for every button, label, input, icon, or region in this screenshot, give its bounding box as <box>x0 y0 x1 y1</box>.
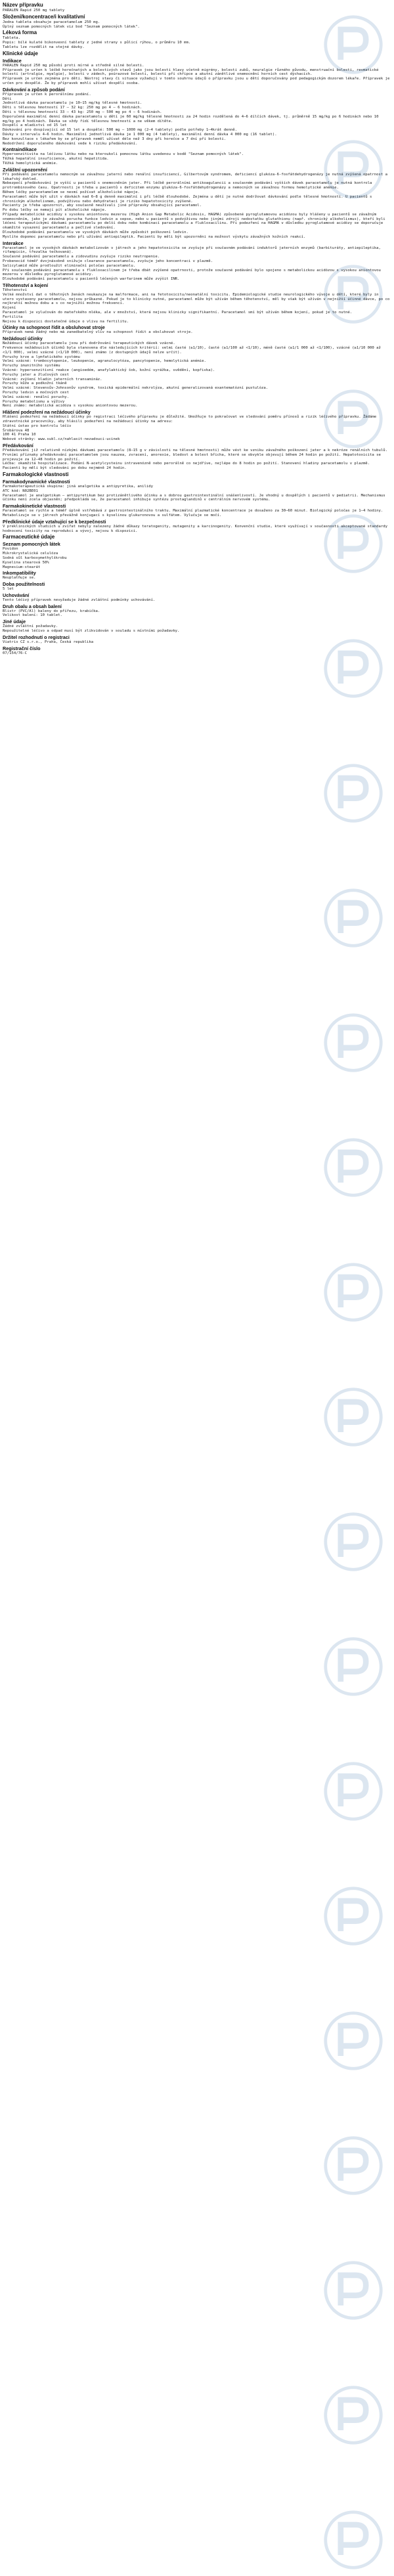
watermark-logo <box>322 2259 385 2322</box>
paragraph: Šrobárova 48 <box>3 428 30 433</box>
paragraph: Přípravek nemá žádný nebo má zanedbatelný vliv na schopnost řídit a obsluhovat stroje. <box>3 330 193 335</box>
paragraph: Webové stránky: www.sukl.cz/nahlasit-nezadouci-ucinek <box>3 437 120 442</box>
paragraph: Jedna tableta obsahuje paracetamolum 250 mg. <box>3 20 100 24</box>
paragraph: Paracetamol může být užit v dávkách nad 6–8 g denně maximální i při léčbě dlouhodobé. Zejména u dětí je nutné dodržovat dávkování podle tělesné hmotnosti. U pacientů s chronickým alkoholismem, podvýživou nebo dehydratací je riziko hepatotoxicity zvýšené. <box>3 194 372 204</box>
section-heading: Předávkování <box>3 442 33 448</box>
paragraph: Dospělí a mladiství od 15 let <box>3 123 67 128</box>
paragraph: Frekvence nežádoucích účinků byla stanovena dle následujících kritérií: velmi časté (≥1/10), časté (≥1/100 až <1/10), méně časté (≥1/1 000 až <1/100), vzácné (≥1/10 000 až <1/1 000), velmi vzácné (<1/10 000), není známo (z dostupných údajů nelze určit). <box>3 346 381 355</box>
paragraph: Blistr (PVC/Al) baleny do přířezu, krabička. <box>3 609 100 613</box>
paragraph: Těhotenství <box>3 288 28 293</box>
section-heading: Farmakokinetické vlastnosti <box>3 503 66 510</box>
section-heading: Inkompatibility <box>3 570 36 577</box>
paragraph: Velmi vzácné: Stevensův-Johnsonův syndrom, toxická epidermální nekrolýza, akutní generalizovaná exantematózní pustulóza. <box>3 386 269 391</box>
paragraph: Doporučená maximální denní dávka paracetamolu u dětí je 60 mg/kg tělesné hmotnosti za 24 hodin rozdělená do 4–6 dílčích dávek, tj. průměrně 15 mg/kg po 6 hodinách nebo 10 mg/kg po 4 hodinách. Dávka se vždy řídí tělesnou hmotností a ne věkem dítěte. <box>3 114 379 123</box>
paragraph: V preklinických studiích u zvířat nebyly nalezeny žádné důkazy teratogenity, mutagenity a karcinogenity. Konvenční studie, které využívají v současnosti akceptované standardy hodnocení toxicity na reprodukci a vývoj, nejsou k dispozici. <box>3 524 387 533</box>
paragraph: Hlášení podezření na nežádoucí účinky po registraci léčivého přípravku je důležité. Umožňuje to pokračovat ve sledování poměru přínosů a rizik léčivého přípravku. Žádáme zdravotnické pracovníky, aby hlásili podezření na nežádoucí účinky na adresu: <box>3 415 377 424</box>
paragraph: Nedodržení doporučeného dávkování vede k riziku předávkování. <box>3 141 138 146</box>
paragraph: Povidon <box>3 547 18 552</box>
paragraph: Současné podávání paracetamolu a zidovudinu zvyšuje riziko neutropenie. <box>3 255 160 259</box>
paragraph: Těžká hepatální insuficience, akutní hepatitida. <box>3 157 109 162</box>
section-heading: Seznam pomocných látek <box>3 541 60 548</box>
paragraph: Těžká hemolytická anémie. <box>3 161 58 165</box>
section-heading: Farmakologické vlastnosti <box>3 471 69 477</box>
section-heading: Doba použitelnosti <box>3 581 45 588</box>
paragraph: Poruchy ledvin a močových cest <box>3 390 70 395</box>
section-heading: Držitel rozhodnutí o registraci <box>3 634 70 640</box>
section-heading: Farmaceutické údaje <box>3 534 55 540</box>
document-section <box>3 58 391 86</box>
paragraph: Farmakoterapeutická skupina: jiná analgetika a antipyretika, anilidy <box>3 484 154 489</box>
paragraph: Prvními příznaky předávkování paracetamolem jsou nauzea, zvracení, anorexie, bledost a bolest břicha, které se obvykle objevují během 24 hodin po požití. Hepatotoxicita se projevuje za 12–48 hodin po požití. <box>3 452 381 462</box>
paragraph: Poruchy krve a lymfatického systému <box>3 355 80 359</box>
paragraph: Salicylamid může prodloužit eliminační poločas paracetamolu. <box>3 263 136 268</box>
paragraph: Přípravek je určen zejména pro děti. Nástroj stavy či situace vyžadují v tomto souhrnu údajů o přípravku jsou u dětí doporučovány pod pedagogickým dozorem lékaře. Přípravek je určen pro dospělé. Že by přípravek mohli užívat dospělí osoba. <box>3 77 390 85</box>
document-section <box>3 240 391 282</box>
paragraph: Vzácné: zvýšení hladin jaterních transamináz. <box>3 377 102 382</box>
document-section <box>3 519 391 534</box>
document-section <box>3 167 391 240</box>
document-section <box>3 570 391 580</box>
paragraph: Velmi vzácné: trombocytopenie, leukopenie, agranulocytóza, pancytopenie, hemolytická anémie. <box>3 359 206 364</box>
paragraph: Přípravek je určen k léčbě horečnatých a bolestivých stavů jako jsou bolesti hlavy včetně migrény, bolesti zubů, neuralgie různého původu, menstruační bolesti, revmatické bolesti (artralgie, myalgie), bolesti v zádech, poúrazové bolesti, bolesti při chřipce a akutní zánětlivé onemocnění horních cest dýchacích. <box>3 68 379 77</box>
section-heading: Zvláštní upozornění <box>3 166 47 173</box>
paragraph: Není známo: metabolická acidóza s vysokou aniontovou mezerou. <box>3 404 138 408</box>
document-section <box>3 336 391 408</box>
paragraph: Nebezpečí předávkování je vyšší u pacientů s onemocněním jater. Při léčbě perorálními antikoagulancii a současném podávání vyšších dávek paracetamolu je nutná kontrola protrombinového času. Opatrnosti je třeba u pacientů s deficitem enzymu glukóza-6-fosfátdehydrogenázy a nemocných se závažnou formou hemolytické anémie. <box>3 181 372 190</box>
paragraph: Popis: bílé kulaté bikonvexní tablety z jedné strany s půlicí rýhou, o průměru 10 mm. <box>3 41 191 45</box>
section-heading: Léková forma <box>3 30 37 36</box>
section-heading: Registrační číslo <box>3 645 41 651</box>
paragraph: PARALEN Rapid 250 mg působí proti mírné a středně silné bolesti. <box>3 63 144 68</box>
paragraph: Předávkování již relativně nízkými dávkami paracetamolu (8–15 g v závislosti na tělesné hmotnosti) může vést ke vzniku závažného poškození jater a k nekróze renálních tubulů. <box>3 448 387 452</box>
paragraph: Při podávání paracetamolu nemocným se závažnou jaterní nebo renální insuficiencí, Gilbertovým syndromem, deficiencí glukóza-6-fosfátdehydrogenázy je nutná zvýšená opatrnost a lékařský dohled. <box>3 172 387 181</box>
watermark-logo <box>322 1386 385 1449</box>
section-heading: Indikace <box>3 57 22 64</box>
paragraph: Poruchy jater a žlučových cest <box>3 372 70 377</box>
paragraph: 07/154/76-C <box>3 651 28 655</box>
paragraph: Během léčby paracetamolem se nesmí požívat alkoholické nápoje. <box>3 190 140 194</box>
section-heading: Název přípravku <box>3 2 43 8</box>
paragraph: Paracetamol je analgetikum – antipyretikum bez protizánětlivého účinku a s dobrou gastrointestinální snášenlivostí. Je vhodný u dospělých i pacientů v pediatrii. Mechanismus účinku není zcela objasněn; předpokládá se, že paracetamol inhibuje syntézu prostaglandinů v centrálním nervovém systému. <box>3 493 385 502</box>
document-section <box>3 503 391 518</box>
paragraph: Pacienty je třeba upozornit, aby současně neužívali jiné přípravky obsahující paracetamol. <box>3 204 202 208</box>
paragraph: Po dobu léčby se nemají pít alkoholické nápoje. <box>3 208 107 213</box>
document-section <box>3 324 391 335</box>
paragraph: Poruchy metabolismu a výživy <box>3 399 65 404</box>
watermark-logo <box>322 2508 385 2571</box>
paragraph: Nežádoucí účinky paracetamolu jsou při dodržování terapeutických dávek vzácné. <box>3 341 175 346</box>
paragraph: Paracetamol se rychle a téměř úplně vstřebává z gastrointestinálního traktu. Maximální plazmatické koncentrace je dosaženo za 30–60 minut. Biologický poločas je 1–4 hodiny. Metabolizuje se v játrech převážně konjugací s kyselinou glukuronovou a sulfátem. Vylučuje se močí. <box>3 509 383 517</box>
watermark-logo <box>322 1510 385 1573</box>
document-section <box>3 603 391 619</box>
document-section <box>3 634 391 645</box>
paragraph: Tableta. <box>3 36 20 41</box>
paragraph: 100 41 Praha 10 <box>3 433 36 437</box>
paragraph: Kyselina stearová 50% <box>3 560 49 565</box>
paragraph: Fertilita <box>3 315 23 319</box>
paragraph: Tabletu lze rozdělit na stejné dávky. <box>3 45 85 49</box>
paragraph: Děti s tělesnou hmotností 33 – 43 kg: 250 mg – 500 mg po 4 – 6 hodinách. <box>3 110 162 114</box>
paragraph: Dlouhodobé podávání paracetamolu ve vysokých dávkách může způsobit poškození ledvin. <box>3 230 188 235</box>
watermark-logo <box>322 1885 385 1948</box>
paragraph: Přípravek je určen k perorálnímu podání. <box>3 92 91 97</box>
paragraph: Viatris CZ s.r.o., Praha, Česká republika <box>3 640 94 644</box>
document-section <box>3 471 391 478</box>
document-section <box>3 14 391 30</box>
watermark-logo <box>322 1635 385 1698</box>
paragraph: Dávky v intervalu 4–6 hodin. Maximální jednotlivá dávka je 1 000 mg (4 tablety), maximální denní dávka 4 000 mg (16 tablet). <box>3 132 277 137</box>
paragraph: Státní ústav pro kontrolu léčiv <box>3 424 72 428</box>
paragraph: Kojení <box>3 306 16 311</box>
section-heading: Dávkování a způsob podání <box>3 86 65 93</box>
paragraph: Dlouhodobé podávání paracetamolu u pacientů léčených warfarinem může zvýšit INR. <box>3 277 180 282</box>
paragraph: Myslíte dopomoc paracetamolu nebo při užívání antiepileptik. Pacienti by měli být upozorněni na možnost výskytu závažných kožních reakcí. <box>3 234 306 239</box>
document-section <box>3 146 391 165</box>
paragraph: Vzácné: hypersenzitivní reakce (angioedém, anafylaktický šok, kožní vyrážka, svědění, kopřivka). <box>3 368 215 372</box>
section-heading: Předklinické údaje vztahující se k bezpečnosti <box>3 518 106 525</box>
section-heading: Interakce <box>3 240 24 246</box>
watermark-logo <box>322 1760 385 1823</box>
paragraph: Nepoužitelné léčivo a odpad musí být zlikvidován v souladu s místními požadavky. <box>3 629 180 634</box>
paragraph: 5 let <box>3 587 14 592</box>
watermark-logo <box>322 2009 385 2072</box>
section-heading: Složení/koncentrace/i kvalitativní <box>3 13 85 20</box>
paragraph: Hypersenzitivita na léčivou látku nebo na kteroukoli pomocnou látku uvedenou v bodě "Seznam pomocných látek". <box>3 152 244 157</box>
section-heading: Farmakodynamické vlastnosti <box>3 478 70 485</box>
paragraph: Děti s tělesnou hmotností 17 – 32 kg: 250 mg po 4 – 6 hodinách. <box>3 106 142 110</box>
paragraph: Tento léčivý přípravek nevyžaduje žádné zvláštní podmínky uchovávání. <box>3 598 156 602</box>
paragraph: Poruchy imunitního systému <box>3 364 60 368</box>
paragraph: Léčba: okamžitá hospitalizace. Podání N-acetylcysteinu intravenózně nebo perorálně co nejdříve, nejlépe do 8 hodin po požití. Stanovení hladiny paracetamolu v plazmě. <box>3 462 370 466</box>
document-section <box>3 581 391 592</box>
document-section <box>3 409 391 442</box>
paragraph: Magnesium-stearát <box>3 565 41 569</box>
document-section <box>3 30 391 49</box>
paragraph: ATC kód: N02BE01 <box>3 489 38 493</box>
document-section <box>3 479 391 502</box>
paragraph: Neuplatňuje se. <box>3 576 36 580</box>
paragraph: Pacienti by měli být sledováni po dobu nejméně 24 hodin. <box>3 466 127 471</box>
document <box>0 0 394 655</box>
document-section <box>3 619 391 634</box>
section-heading: Účinky na schopnost řídit a obsluhovat stroje <box>3 324 105 331</box>
document-section <box>3 592 391 603</box>
watermark-logo <box>322 886 385 950</box>
paragraph: Velké množství dat o těhotných ženách neukazuje na malformace, ani na fetotoxicitu/neonatální toxicitu. Epidemiologické studie neurologického vývoje u dětí, které byly in utero vystaveny paracetamolu, nejsou průkazné. Pokud je to klinicky nutné, paracetamol může být užíván během těhotenství, měl by však být užíván v nejnižší účinné dávce, po co nejkratší možnou dobu a s co nejnižší možnou frekvencí. <box>3 292 390 306</box>
paragraph: Dávkování pro dospívající od 15 let a dospělé: 500 mg – 1000 mg (2–4 tablety) podle potřeby 1–4krát denně. <box>3 128 237 133</box>
paragraph: Děti <box>3 97 12 101</box>
document-section <box>3 534 391 540</box>
paragraph: Žádné zvláštní požadavky. <box>3 624 58 629</box>
document-section <box>3 282 391 324</box>
section-heading: Kontraindikace <box>3 146 37 153</box>
paragraph: Sodná sůl karboxymethylškrobu <box>3 556 67 560</box>
document-section <box>3 443 391 471</box>
section-heading: Jiné údaje <box>3 619 26 625</box>
watermark-logo <box>322 2384 385 2447</box>
document-section <box>3 87 391 146</box>
document-section <box>3 645 391 656</box>
paragraph: PARALEN Rapid 250 mg tablety <box>3 9 65 12</box>
paragraph: Velmi vzácné: renální poruchy. <box>3 395 70 399</box>
paragraph: Paracetamol je ve vysokých dávkách metabolizován v játrech a jeho hepatotoxicita se zvyšuje při současném podávání induktorů jaterních enzymů (barbituráty, antiepileptika, rifampicin, třezalka tečkovaná). <box>3 246 381 255</box>
section-heading: Klinické údaje <box>3 50 38 56</box>
paragraph: Při současném podávání paracetamolu s flukloxacilinem je třeba dbát zvýšené opatrnosti, protože současné podávání bylo spojeno s metabolickou acidózou s vysokou aniontovou mezerou v důsledku pyroglutamové acidózy. <box>3 268 381 277</box>
paragraph: Velikost balení: 10 tablet. <box>3 613 62 618</box>
section-heading: Hlášení podezření na nežádoucí účinky <box>3 409 91 416</box>
paragraph: Případy metabolické acidózy s vysokou aniontovou mezerou (High Anion Gap Metabolic Acidosis, HAGMA) způsobené pyroglutamovou acidózou byly hlášeny u pacientů se závažným onemocněním, jako je závažná porucha funkce ledvin a sepse, nebo u pacientů s podvýživou nebo jinými zdroji nedostatku glutathionu (např. chronický alkoholismus), kteří byli léčeni terapeutickými dávkami paracetamolu po delší dobu nebo kombinací paracetamolu a flukloxacilinu. Při podezření na HAGMA v důsledku pyroglutamové acidózy se doporučuje okamžité vysazení paracetamolu a pečlivé sledování. <box>3 212 385 230</box>
document-section <box>3 2 391 13</box>
watermark-logo <box>322 762 385 825</box>
document-section <box>3 51 391 57</box>
paragraph: Bez konzultace s lékařem by se přípravek neměl užívat déle než 3 dny při horečce a 7 dní při bolesti. <box>3 137 227 141</box>
paragraph: Nejsou k dispozici dostatečné údaje o vlivu na fertilitu. <box>3 319 129 324</box>
paragraph: Paracetamol je vylučován do mateřského mléka, ale v množství, která nejsou klinicky signifikantní. Paracetamol smí být užíván během kojení, pokud je to nutné. <box>3 311 353 315</box>
section-heading: Těhotenství a kojení <box>3 282 49 289</box>
watermark-logo <box>322 1011 385 1074</box>
paragraph: Poruchy kůže a podkožní tkáně <box>3 382 67 386</box>
section-heading: Uchovávání <box>3 592 30 598</box>
paragraph: Probenecid téměř dvojnásobně snižuje clearance paracetamolu, zvyšuje jeho koncentraci v plazmě. <box>3 259 213 264</box>
watermark-logo <box>322 2134 385 2197</box>
watermark-logo <box>322 1136 385 1199</box>
paragraph: Úplný seznam pomocných látek viz bod "Seznam pomocných látek". <box>3 24 140 29</box>
paragraph: Jednotlivá dávka paracetamolu je 10–15 mg/kg tělesné hmotnosti. <box>3 101 142 106</box>
document-section <box>3 541 391 569</box>
watermark-logo <box>322 1261 385 1324</box>
section-heading: Druh obalu a obsah balení <box>3 603 62 609</box>
section-heading: Nežádoucí účinky <box>3 336 43 342</box>
paragraph: Mikrokrystalická celulóza <box>3 552 58 556</box>
